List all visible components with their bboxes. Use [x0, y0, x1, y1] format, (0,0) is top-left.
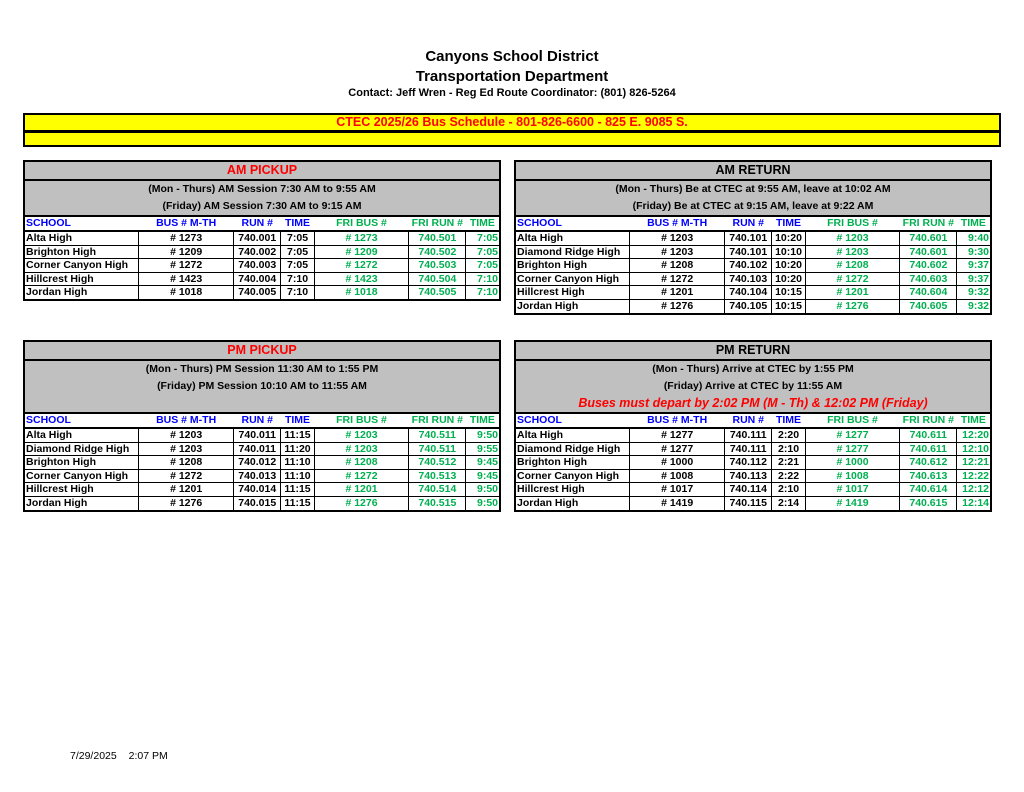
table-cell: # 1208 — [630, 259, 725, 273]
table-cell: Diamond Ridge High — [516, 442, 630, 456]
am-pickup-title: AM PICKUP — [25, 162, 499, 181]
column-header: BUS # M-TH — [630, 217, 725, 231]
column-header: RUN # — [725, 217, 772, 231]
table-cell: # 1276 — [139, 496, 234, 509]
table-cell: # 1273 — [139, 231, 234, 245]
column-header: RUN # — [234, 217, 281, 231]
table-cell: 740.111 — [725, 442, 772, 456]
table-cell: Diamond Ridge High — [516, 245, 630, 259]
table-cell: 10:20 — [772, 272, 805, 286]
table-cell: Alta High — [516, 231, 630, 245]
table-cell: # 1276 — [314, 496, 409, 509]
table-cell: # 1277 — [630, 428, 725, 442]
table-cell: 740.115 — [725, 496, 772, 509]
table-cell: 2:14 — [772, 496, 805, 509]
district-title: Canyons School District — [425, 48, 599, 65]
table-cell: Hillcrest High — [25, 272, 139, 286]
column-header: BUS # M-TH — [139, 414, 234, 428]
table-cell: 740.013 — [234, 469, 281, 483]
table-cell: # 1018 — [314, 286, 409, 299]
table-cell: 740.004 — [234, 272, 281, 286]
table-cell: 10:20 — [772, 231, 805, 245]
column-header: FRI BUS # — [805, 217, 900, 231]
table-cell: # 1272 — [139, 469, 234, 483]
table-cell: # 1201 — [139, 483, 234, 497]
table-row — [25, 456, 499, 470]
session-line: (Mon - Thurs) Arrive at CTEC by 1:55 PM — [652, 363, 854, 375]
column-header: FRI BUS # — [314, 217, 409, 231]
table-cell: # 1203 — [805, 245, 900, 259]
table-cell: Hillcrest High — [516, 483, 630, 497]
pm-return-table — [516, 414, 990, 510]
table-row — [516, 245, 990, 259]
am-pickup-table — [25, 217, 499, 299]
table-cell: 7:05 — [281, 245, 314, 259]
pm-pickup-panel — [23, 340, 501, 512]
column-header: TIME — [281, 217, 314, 231]
table-cell: 10:10 — [772, 245, 805, 259]
table-cell: Alta High — [25, 428, 139, 442]
table-cell: 740.512 — [409, 456, 466, 470]
print-footer — [70, 750, 177, 762]
table-cell: # 1423 — [139, 272, 234, 286]
session-line: (Mon - Thurs) Be at CTEC at 9:55 AM, leave at 10:02 AM — [615, 183, 891, 195]
table-cell: # 1209 — [139, 245, 234, 259]
table-cell: 740.101 — [725, 245, 772, 259]
table-cell: 9:37 — [957, 272, 990, 286]
table-cell: 9:50 — [466, 483, 499, 497]
table-cell: 740.603 — [900, 272, 957, 286]
table-cell: # 1017 — [805, 483, 900, 497]
table-cell: # 1201 — [314, 483, 409, 497]
table-row — [516, 286, 990, 300]
table-cell: # 1277 — [805, 442, 900, 456]
table-cell: 9:50 — [466, 428, 499, 442]
table-cell: 740.112 — [725, 456, 772, 470]
table-cell: 9:32 — [957, 286, 990, 300]
table-row — [25, 483, 499, 497]
table-cell: 740.105 — [725, 299, 772, 312]
table-cell: 7:05 — [281, 231, 314, 245]
table-cell: 740.601 — [900, 245, 957, 259]
column-header: TIME — [957, 414, 990, 428]
table-cell: 740.515 — [409, 496, 466, 509]
table-cell: # 1276 — [630, 299, 725, 312]
table-row — [25, 428, 499, 442]
table-cell: # 1203 — [139, 442, 234, 456]
table-cell: 740.001 — [234, 231, 281, 245]
table-cell: 10:20 — [772, 259, 805, 273]
table-cell: 740.111 — [725, 428, 772, 442]
table-cell: 740.511 — [409, 442, 466, 456]
pm-pickup-table — [25, 414, 499, 510]
session-line: (Mon - Thurs) AM Session 7:30 AM to 9:55 AM — [148, 183, 376, 195]
pm-pickup-title: PM PICKUP — [25, 342, 499, 361]
table-row — [25, 286, 499, 299]
table-cell: # 1008 — [805, 469, 900, 483]
table-cell: # 1000 — [630, 456, 725, 470]
table-cell: 9:50 — [466, 496, 499, 509]
table-row — [516, 259, 990, 273]
table-cell: 7:10 — [466, 286, 499, 299]
table-cell: 740.015 — [234, 496, 281, 509]
department-title: Transportation Department — [415, 68, 609, 85]
table-cell: 740.505 — [409, 286, 466, 299]
am-pickup-panel — [23, 160, 501, 301]
table-cell: Diamond Ridge High — [25, 442, 139, 456]
session-line: (Friday) Be at CTEC at 9:15 AM, leave at 9:22 AM — [632, 200, 874, 212]
table-cell: Brighton High — [516, 456, 630, 470]
table-cell: # 1018 — [139, 286, 234, 299]
table-cell: 12:10 — [957, 442, 990, 456]
table-cell: # 1208 — [805, 259, 900, 273]
table-cell: 11:15 — [281, 428, 314, 442]
table-cell: # 1277 — [805, 428, 900, 442]
column-header: RUN # — [234, 414, 281, 428]
table-cell: 9:45 — [466, 469, 499, 483]
table-cell: 740.504 — [409, 272, 466, 286]
table-cell: 11:10 — [281, 469, 314, 483]
table-cell: 740.614 — [900, 483, 957, 497]
table-cell: # 1201 — [805, 286, 900, 300]
column-header: SCHOOL — [516, 414, 630, 428]
column-header: TIME — [772, 414, 805, 428]
table-cell: Hillcrest High — [516, 286, 630, 300]
table-cell: # 1209 — [314, 245, 409, 259]
column-header: TIME — [957, 217, 990, 231]
table-cell: 740.612 — [900, 456, 957, 470]
column-header: FRI BUS # — [805, 414, 900, 428]
table-cell: 11:10 — [281, 456, 314, 470]
banner-empty-row — [23, 131, 1001, 147]
column-header: FRI RUN # — [900, 414, 957, 428]
table-cell: # 1201 — [630, 286, 725, 300]
table-cell: 740.003 — [234, 259, 281, 273]
column-header: TIME — [772, 217, 805, 231]
table-cell: Corner Canyon High — [25, 469, 139, 483]
table-cell: 740.011 — [234, 442, 281, 456]
table-cell: Jordan High — [26, 286, 88, 299]
table-cell: # 1203 — [314, 442, 409, 456]
table-cell: 740.002 — [234, 245, 281, 259]
table-row — [25, 469, 499, 483]
table-cell: 2:10 — [772, 483, 805, 497]
table-row — [25, 442, 499, 456]
table-cell: 12:14 — [957, 496, 990, 509]
table-cell: 7:05 — [281, 259, 314, 273]
column-header: FRI RUN # — [409, 217, 466, 231]
table-cell: 740.011 — [234, 428, 281, 442]
table-row — [25, 272, 499, 286]
table-cell: 2:22 — [772, 469, 805, 483]
table-row — [516, 299, 990, 312]
table-cell: 9:32 — [957, 299, 990, 312]
table-cell: Brighton High — [516, 259, 630, 273]
table-cell: 10:15 — [772, 299, 805, 312]
table-cell: 740.615 — [900, 496, 957, 509]
table-cell: 740.611 — [900, 428, 957, 442]
table-cell: 740.514 — [409, 483, 466, 497]
column-header: TIME — [281, 414, 314, 428]
table-cell: Jordan High — [517, 496, 579, 509]
table-row — [516, 231, 990, 245]
table-row — [516, 469, 990, 483]
pm-pickup-session-info — [25, 361, 499, 414]
table-cell: # 1208 — [314, 456, 409, 470]
table-cell: 9:45 — [466, 456, 499, 470]
session-line — [25, 395, 499, 412]
table-cell: Corner Canyon High — [516, 272, 630, 286]
table-row — [516, 483, 990, 497]
table-cell: 10:15 — [772, 286, 805, 300]
table-cell: 740.103 — [725, 272, 772, 286]
table-cell: 12:20 — [957, 428, 990, 442]
table-cell: 740.605 — [900, 299, 957, 312]
table-row — [516, 456, 990, 470]
table-cell: # 1272 — [805, 272, 900, 286]
session-line: Buses must depart by 2:02 PM (M - Th) & 12:02 PM (Friday) — [578, 396, 928, 410]
table-cell: 12:22 — [957, 469, 990, 483]
schedule-banner: CTEC 2025/26 Bus Schedule - 801-826-6600 - 825 E. 9085 S. — [23, 113, 1001, 132]
table-cell: 2:20 — [772, 428, 805, 442]
table-cell: # 1272 — [139, 259, 234, 273]
table-cell: 740.503 — [409, 259, 466, 273]
table-cell: # 1017 — [630, 483, 725, 497]
table-cell: # 1423 — [314, 272, 409, 286]
table-cell: 11:20 — [281, 442, 314, 456]
column-header: TIME — [466, 414, 499, 428]
column-header: FRI BUS # — [314, 414, 409, 428]
table-row — [25, 231, 499, 245]
table-cell: # 1208 — [139, 456, 234, 470]
table-cell: 7:10 — [281, 286, 314, 299]
column-header: SCHOOL — [25, 414, 139, 428]
table-cell: 9:30 — [957, 245, 990, 259]
table-cell: 740.611 — [900, 442, 957, 456]
column-header: TIME — [466, 217, 499, 231]
table-cell: 7:10 — [281, 272, 314, 286]
table-cell: 7:05 — [466, 245, 499, 259]
table-cell: Corner Canyon High — [516, 469, 630, 483]
session-line: (Friday) Arrive at CTEC by 11:55 AM — [663, 380, 843, 392]
table-cell: 740.502 — [409, 245, 466, 259]
pm-return-title: PM RETURN — [516, 342, 990, 361]
table-cell: # 1203 — [314, 428, 409, 442]
table-cell: 11:15 — [281, 483, 314, 497]
table-cell: # 1203 — [630, 245, 725, 259]
print-date: 7/29/2025 — [70, 750, 117, 762]
table-cell: # 1276 — [805, 299, 900, 312]
table-cell: Alta High — [516, 428, 630, 442]
table-cell: 740.601 — [900, 231, 957, 245]
table-row — [516, 496, 990, 509]
table-cell: # 1203 — [630, 231, 725, 245]
pm-return-session-info — [516, 361, 990, 414]
table-cell: # 1272 — [314, 469, 409, 483]
table-cell: 2:10 — [772, 442, 805, 456]
table-cell: 7:05 — [466, 259, 499, 273]
am-return-panel — [514, 160, 992, 315]
table-cell: 740.005 — [234, 286, 281, 299]
am-pickup-session-info — [25, 181, 499, 217]
column-header: FRI RUN # — [409, 414, 466, 428]
table-cell: Jordan High — [517, 299, 579, 312]
table-cell: # 1203 — [139, 428, 234, 442]
table-cell: 740.014 — [234, 483, 281, 497]
table-cell: # 1419 — [630, 496, 725, 509]
table-row — [25, 259, 499, 273]
pm-return-panel — [514, 340, 992, 512]
table-cell: 740.604 — [900, 286, 957, 300]
table-cell: 740.513 — [409, 469, 466, 483]
table-cell: 740.114 — [725, 483, 772, 497]
table-row — [516, 428, 990, 442]
table-cell: 740.501 — [409, 231, 466, 245]
session-line: (Friday) AM Session 7:30 AM to 9:15 AM — [162, 200, 362, 212]
table-cell: 740.102 — [725, 259, 772, 273]
table-cell: 11:15 — [281, 496, 314, 509]
column-header: SCHOOL — [25, 217, 139, 231]
table-cell: 7:05 — [466, 231, 499, 245]
table-cell: 9:40 — [957, 231, 990, 245]
table-row — [25, 496, 499, 509]
table-cell: # 1277 — [630, 442, 725, 456]
column-header: SCHOOL — [516, 217, 630, 231]
table-row — [516, 272, 990, 286]
table-cell: 12:12 — [957, 483, 990, 497]
table-row — [516, 442, 990, 456]
table-cell: 740.012 — [234, 456, 281, 470]
table-cell: Jordan High — [26, 496, 88, 509]
table-cell: 740.511 — [409, 428, 466, 442]
column-header: BUS # M-TH — [139, 217, 234, 231]
table-cell: 740.613 — [900, 469, 957, 483]
table-cell: 2:21 — [772, 456, 805, 470]
print-time: 2:07 PM — [128, 750, 168, 762]
table-cell: 740.602 — [900, 259, 957, 273]
table-cell: 740.101 — [725, 231, 772, 245]
table-cell: # 1273 — [314, 231, 409, 245]
table-cell: # 1203 — [805, 231, 900, 245]
table-cell: Brighton High — [25, 245, 139, 259]
table-cell: 12:21 — [957, 456, 990, 470]
table-cell: Corner Canyon High — [25, 259, 139, 273]
table-cell: # 1008 — [630, 469, 725, 483]
table-cell: Brighton High — [25, 456, 139, 470]
table-cell: # 1272 — [314, 259, 409, 273]
table-row — [25, 245, 499, 259]
contact-line: Contact: Jeff Wren - Reg Ed Route Coordinator: (801) 826-5264 — [348, 87, 676, 99]
table-cell: 740.113 — [725, 469, 772, 483]
table-cell: # 1272 — [630, 272, 725, 286]
column-header: RUN # — [725, 414, 772, 428]
session-line: (Friday) PM Session 10:10 AM to 11:55 AM — [157, 380, 367, 392]
am-return-table — [516, 217, 990, 313]
table-cell: # 1419 — [805, 496, 900, 509]
column-header: FRI RUN # — [900, 217, 957, 231]
am-return-title: AM RETURN — [516, 162, 990, 181]
table-cell: 9:55 — [466, 442, 499, 456]
session-line: (Mon - Thurs) PM Session 11:30 AM to 1:55 PM — [145, 363, 379, 375]
table-cell: Alta High — [25, 231, 139, 245]
table-cell: 7:10 — [466, 272, 499, 286]
column-header: BUS # M-TH — [630, 414, 725, 428]
table-cell: 740.104 — [725, 286, 772, 300]
table-cell: 9:37 — [957, 259, 990, 273]
am-return-session-info — [516, 181, 990, 217]
table-cell: Hillcrest High — [25, 483, 139, 497]
table-cell: # 1000 — [805, 456, 900, 470]
